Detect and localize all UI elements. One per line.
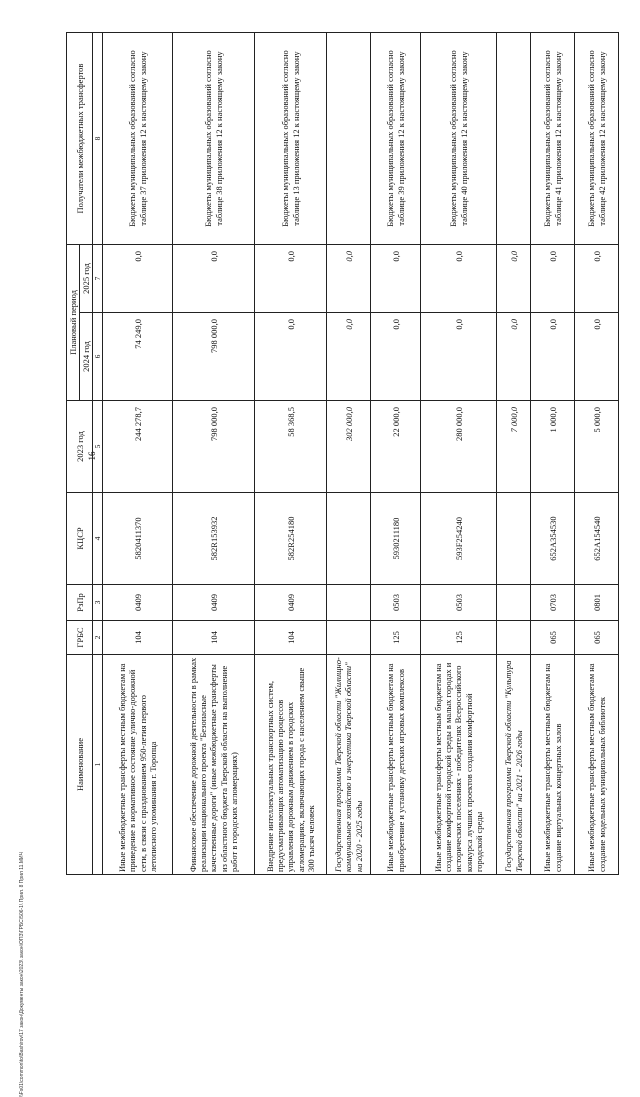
header-kcsr: КЦСР [67,493,93,585]
row-rzpr: 0503 [371,585,421,621]
row-grbs: 104 [103,621,173,655]
row-kcsr [327,493,371,585]
row-amount-2025: 0,0 [575,245,619,313]
row-rzpr: 0409 [255,585,327,621]
table-row [103,33,173,875]
row-kcsr: 593F254240 [421,493,497,585]
footer-file-path: \\Fs01\common\to\Bashirov\17 закон\Документы закон\2023\ закон\ОПЗ\ГРБС\506-1\ Прил. 8 Прил 11.МИЧ [19,852,25,1097]
row-name: Иные межбюджетные трансферты местным бюджетам на создание комфортной городской среды в малых городах и исторических поселениях - победителях Всероссийского конкурса лучших проектов создания комфортной городской среды [421,655,497,875]
row-kcsr: 582R254180 [255,493,327,585]
row-amount-2025: 0,0 [497,245,531,313]
row-recipients [327,33,371,245]
interbudget-transfers-table [66,32,619,875]
row-kcsr: 652A354530 [531,493,575,585]
row-recipients: Бюджеты муниципальных образований согласно таблице 13 приложения 12 к настоящему закону [255,33,327,245]
column-number: 3 [93,585,103,621]
row-grbs: 125 [371,621,421,655]
header-grbs: ГРБС [67,621,93,655]
row-grbs: 125 [421,621,497,655]
page-number: 16 [87,451,97,461]
row-recipients: Бюджеты муниципальных образований согласно таблице 38 приложения 12 к настоящему закону [173,33,255,245]
row-amount-2024: 798 000,0 [173,313,255,401]
row-name: Внедрение интеллектуальных транспортных систем, предусматривающих автоматизацию процессов управления дорожным движением в городских агломерациях, включающих города с населением свыше 300 тысяч человек [255,655,327,875]
row-amount-2025: 0,0 [255,245,327,313]
row-amount-2023: 7 000,0 [497,401,531,493]
header-recipients: Получатели межбюджетных трансфертов [67,33,93,245]
column-number: 7 [93,245,103,313]
table-row [575,33,619,875]
row-kcsr: 5820411370 [103,493,173,585]
row-amount-2023: 798 000,0 [173,401,255,493]
row-kcsr: 582R153932 [173,493,255,585]
row-rzpr [497,585,531,621]
row-recipients: Бюджеты муниципальных образований согласно таблице 41 приложения 12 к настоящему закону [531,33,575,245]
row-amount-2024: 0,0 [371,313,421,401]
column-number: 5 [93,401,103,493]
row-recipients [497,33,531,245]
budget-table-area [66,33,607,875]
header-year-2025: 2025 год [80,245,93,313]
row-name: Государственная программа Тверской области "Культура Тверской области" на 2021 - 2026 годы [497,655,531,875]
row-grbs: 104 [173,621,255,655]
row-recipients: Бюджеты муниципальных образований согласно таблице 37 приложения 12 к настоящему закону [103,33,173,245]
row-grbs: 104 [255,621,327,655]
row-amount-2025: 0,0 [531,245,575,313]
column-number: 4 [93,493,103,585]
row-amount-2024: 0,0 [255,313,327,401]
row-rzpr: 0503 [421,585,497,621]
row-amount-2023: 5 000,0 [575,401,619,493]
table-header [67,33,103,875]
row-rzpr: 0703 [531,585,575,621]
table-body [103,33,619,875]
header-name: Наименование [67,655,93,875]
row-amount-2023: 302 000,0 [327,401,371,493]
row-name: Иные межбюджетные трансферты местным бюджетам на создание виртуальных концертных залов [531,655,575,875]
rotated-table-container [66,33,607,875]
row-rzpr: 0409 [173,585,255,621]
row-name: Иные межбюджетные трансферты местным бюджетам на создание модельных муниципальных библиотек [575,655,619,875]
row-amount-2023: 58 368,5 [255,401,327,493]
header-planned-period: Плановый период [67,245,80,401]
column-number: 1 [93,655,103,875]
table-row [255,33,327,875]
table-row [421,33,497,875]
column-number: 8 [93,33,103,245]
header-year-2024: 2024 год [80,313,93,401]
row-recipients: Бюджеты муниципальных образований согласно таблице 42 приложения 12 к настоящему закону [575,33,619,245]
row-recipients: Бюджеты муниципальных образований согласно таблице 40 приложения 12 к настоящему закону [421,33,497,245]
column-number-row [93,33,103,875]
row-amount-2024: 0,0 [421,313,497,401]
row-amount-2023: 280 000,0 [421,401,497,493]
row-rzpr: 0409 [103,585,173,621]
row-amount-2024: 0,0 [327,313,371,401]
row-name: Иные межбюджетные трансферты местным бюджетам на приведение в нормативное состояние улично-дорожной сети, в связи с празднованием 950-летия первого летописного упоминания г. Торопца [103,655,173,875]
row-rzpr [327,585,371,621]
row-amount-2025: 0,0 [173,245,255,313]
row-amount-2024: 0,0 [497,313,531,401]
row-kcsr [497,493,531,585]
row-amount-2023: 1 000,0 [531,401,575,493]
header-rzpr: РзПр [67,585,93,621]
column-number: 2 [93,621,103,655]
table-row-program-heading [327,33,371,875]
row-grbs: 065 [531,621,575,655]
row-kcsr: 5930211180 [371,493,421,585]
table-row-program-heading [497,33,531,875]
row-amount-2025: 0,0 [421,245,497,313]
table-row [173,33,255,875]
row-rzpr: 0801 [575,585,619,621]
row-grbs [497,621,531,655]
row-amount-2023: 22 000,0 [371,401,421,493]
row-amount-2025: 0,0 [103,245,173,313]
row-amount-2025: 0,0 [327,245,371,313]
table-row [371,33,421,875]
row-amount-2023: 244 278,7 [103,401,173,493]
row-name: Иные межбюджетные трансферты местным бюджетам на приобретение и установку детских игровых комплексов [371,655,421,875]
row-amount-2024: 0,0 [531,313,575,401]
row-amount-2025: 0,0 [371,245,421,313]
row-grbs [327,621,371,655]
header-year-2023: 2023 год [67,401,93,493]
column-number: 6 [93,313,103,401]
row-amount-2024: 0,0 [575,313,619,401]
table-row [531,33,575,875]
row-grbs: 065 [575,621,619,655]
row-kcsr: 652A154540 [575,493,619,585]
row-amount-2024: 74 249,0 [103,313,173,401]
row-name: Финансовое обеспечение дорожной деятельности в рамках реализации национального проекта "Безопасные качественные дороги" (иные межбюджетные трансферты из областного бюджета Тверской области на выполнение работ в городских агломерациях) [173,655,255,875]
row-recipients: Бюджеты муниципальных образований согласно таблице 39 приложения 12 к настоящему закону [371,33,421,245]
row-name: Государственная программа Тверской области "Жилищно-коммунальное хозяйство и энергетика Тверской области" на 2020 - 2025 годы [327,655,371,875]
